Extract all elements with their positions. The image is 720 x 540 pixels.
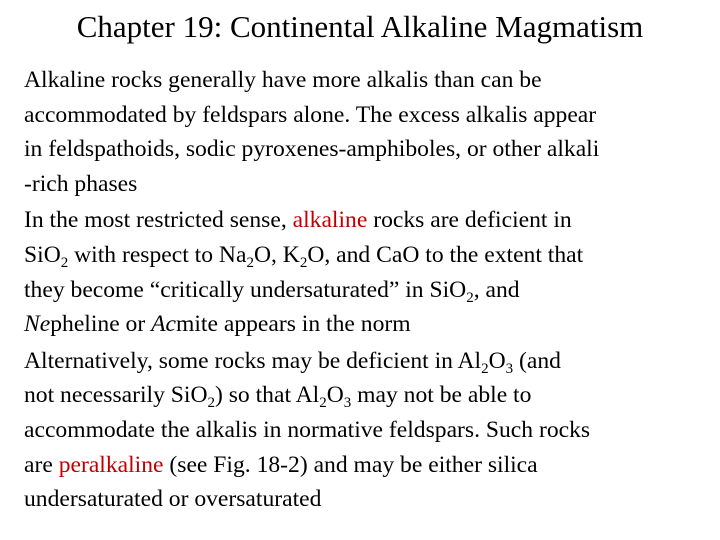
text-run: (and [513,347,561,374]
italic-run: Ne [24,311,51,338]
text-line: -rich phases [24,170,138,197]
text-line: Alkaline rocks generally have more alkalis than can be [24,67,542,93]
subscript: 2 [481,360,489,377]
text-line [24,344,714,379]
text-line [24,273,714,308]
text-run: O [449,276,467,303]
text-run: Si [24,241,44,268]
subscript: 2 [246,254,254,271]
text-line: accommodate the alkalis in normative feldspars. Such rocks [24,416,591,443]
text-line [24,448,714,483]
text-line: undersaturated or oversaturated [24,486,322,513]
text-run: rocks are deficient in [367,207,572,234]
text-run: O [326,382,344,409]
paragraph-peralkaline [24,344,714,517]
subscript: 3 [505,360,514,377]
term-peralkaline: peralkaline [58,451,164,478]
text-line [24,238,714,273]
text-run: mite appears in the norm [176,311,411,338]
italic-run: Ac [151,311,177,338]
text-run: O [43,241,61,268]
slide-title: Chapter 19: Continental Alkaline Magmatism [76,9,644,44]
text-run: they become “critically undersaturated” in Si [24,276,450,303]
text-line [24,307,714,342]
subscript: 2 [207,395,215,412]
subscript: 3 [343,395,352,412]
text-run: are [24,451,59,478]
subscript: 2 [299,254,308,271]
subscript: 2 [60,254,69,271]
text-run: ) so that Al [214,382,320,409]
text-run: In the most restricted sense, [24,207,293,234]
text-run: O, K [253,241,300,268]
text-run: Alternatively, some rocks may be deficient in Al [24,347,482,374]
text-line [24,203,714,238]
slide-body [24,63,714,519]
paragraph-restricted-sense [24,203,714,341]
text-run: (see Fig. 18-2) and may be either silica [163,451,538,478]
text-run: O, and Ca [307,241,403,268]
text-run: O [488,347,506,374]
text-line: accommodated by feldspars alone. The excess alkalis appear [24,101,597,128]
text-run: not necessarily Si [24,382,191,409]
text-run: O to the extent that [402,241,584,268]
term-alkaline: alkaline [292,207,368,234]
subscript: 2 [466,289,474,306]
paragraph-alkaline-definition [24,63,714,201]
text-line [24,378,714,413]
text-run: with respect to Na [68,241,247,268]
text-run: may not be able to [351,382,532,409]
subscript: 2 [319,395,327,412]
text-run: , and [473,276,520,303]
text-run: pheline or [50,311,152,338]
text-line: in feldspathoids, sodic pyroxenes-amphiboles, or other alkali [24,136,600,163]
text-run: O [190,382,208,409]
